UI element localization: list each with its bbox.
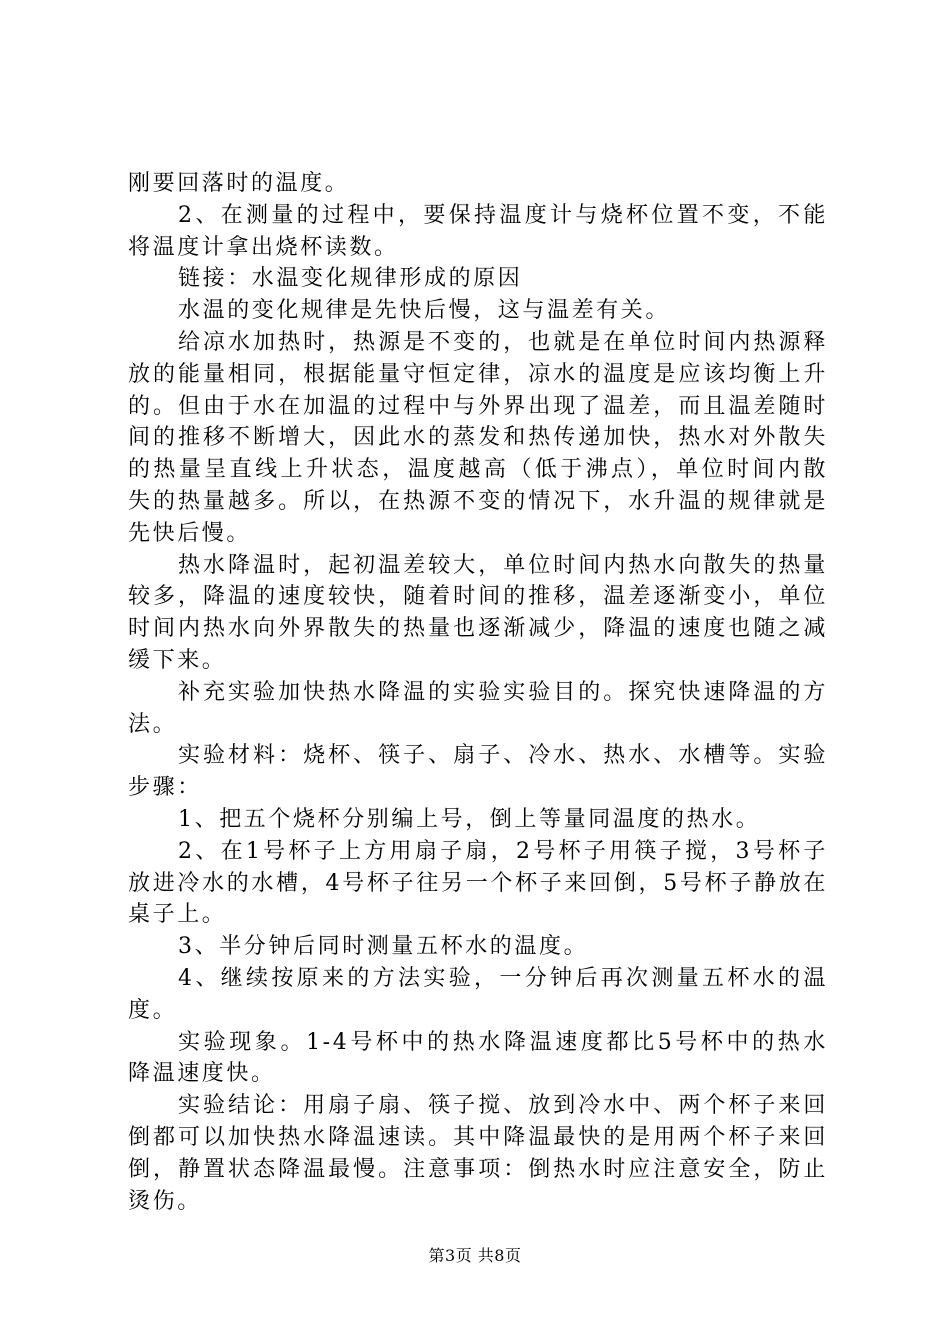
document-body (128, 168, 828, 1217)
paragraph-step-2: 2、在1号杯子上方用扇子扇，2号杯子用筷子搅，3号杯子放进冷水的水槽，4号杯子往另一个杯子来回倒，5号杯子静放在桌子上。 (128, 838, 828, 928)
paragraph-link-heading: 链接：水温变化规律形成的原因 (178, 266, 523, 292)
paragraph-experiment-materials: 实验材料：烧杯、筷子、扇子、冷水、热水、水槽等。实验步骤： (128, 743, 828, 801)
paragraph-rule-summary: 水温的变化规律是先快后慢，这与温差有关。 (178, 298, 671, 324)
paragraph-continuation: 刚要回落时的温度。 (128, 171, 350, 196)
paragraph-step-3: 3、半分钟后同时测量五杯水的温度。 (178, 934, 589, 960)
paragraph-step-4: 4、继续按原来的方法实验，一分钟后再次测量五杯水的温度。 (128, 965, 828, 1023)
paragraph-experiment-purpose: 补充实验加快热水降温的实验实验目的。探究快速降温的方法。 (128, 679, 828, 737)
paragraph-conclusion: 实验结论：用扇子扇、筷子搅、放到冷水中、两个杯子来回倒都可以加快热水降温速读。其中降温最快的是用两个杯子来回倒，静置状态降温最慢。注意事项：倒热水时应注意安全，防止烫伤。 (128, 1093, 828, 1214)
paragraph-step-1: 1、把五个烧杯分别编上号，倒上等量同温度的热水。 (178, 806, 761, 832)
paragraph-cooling-explanation: 热水降温时，起初温差较大，单位时间内热水向散失的热量较多，降温的速度较快，随着时间的推移，温差逐渐变小，单位时间内热水向外界散失的热量也逐渐减少，降温的速度也随之减缓下来。 (128, 552, 828, 673)
paragraph-phenomenon: 实验现象。1-4号杯中的热水降温速度都比5号杯中的热水降温速度快。 (128, 1029, 828, 1087)
paragraph-heating-explanation: 给凉水加热时，热源是不变的，也就是在单位时间内热源释放的能量相同，根据能量守恒定律，凉水的温度是应该均衡上升的。但由于水在加温的过程中与外界出现了温差，而且温差随时间的推移不断增大，因此水的蒸发和热传递加快，热水对外散失的热量呈直线上升状态，温度越高（低于沸点），单位时间内散失的热量越多。所以，在热源不变的情况下，水升温的规律就是先快后慢。 (128, 329, 828, 546)
paragraph-measure-note: 2、在测量的过程中，要保持温度计与烧杯位置不变，不能将温度计拿出烧杯读数。 (128, 202, 828, 260)
page-number-footer: 第3页 共8页 (428, 1246, 522, 1265)
